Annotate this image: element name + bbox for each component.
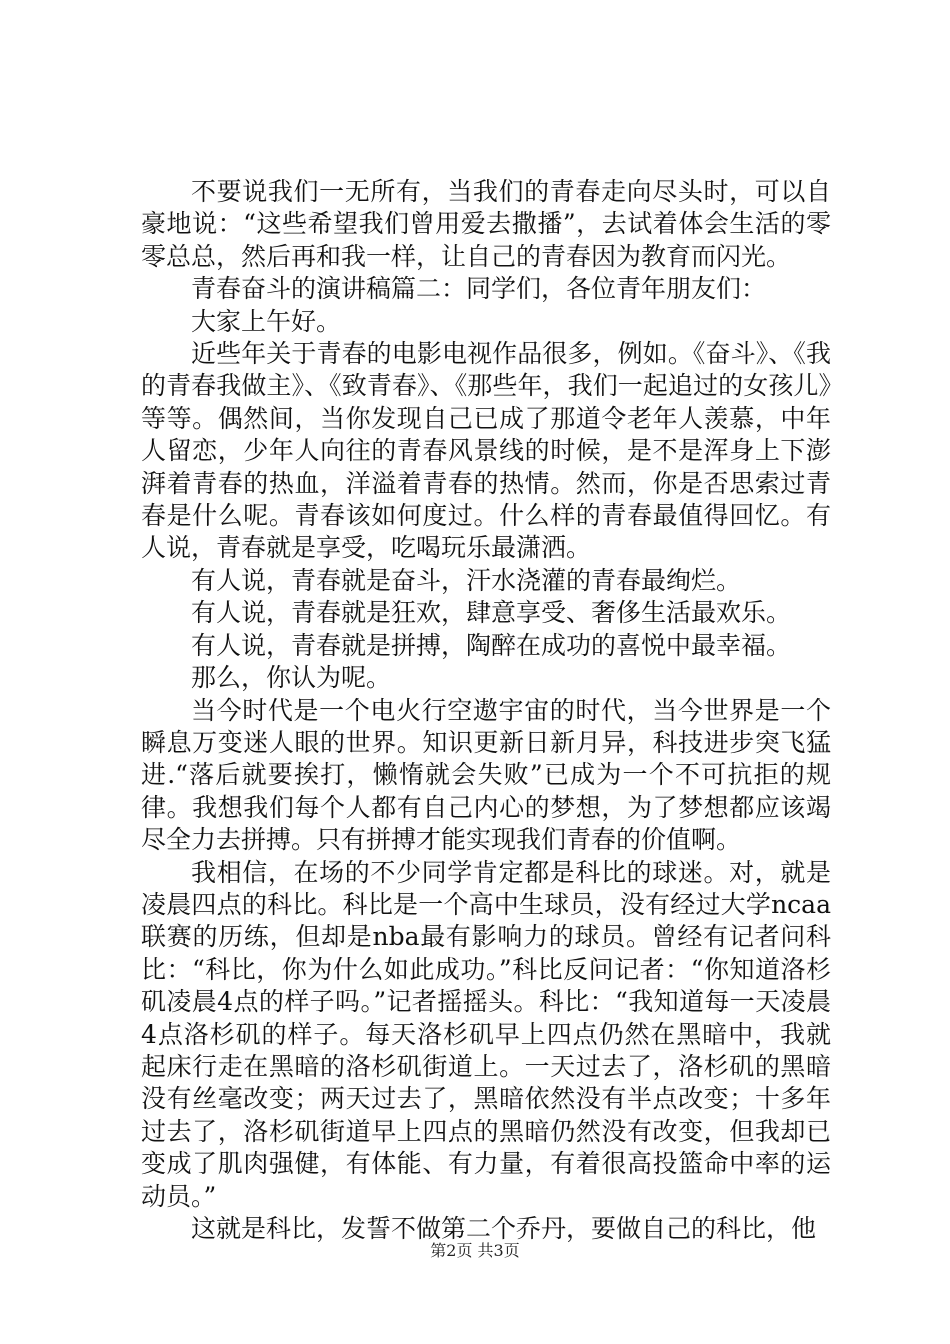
paragraph-6: 有人说，青春就是狂欢，肆意享受、奢侈生活最欢乐。 [191, 598, 792, 628]
paragraph-4: 近些年关于青春的电影电视作品很多，例如。《奋斗》、《我的青春我做主》、《致青春》、《那些年，我们一起追过的女孩儿》等等。偶然间，当你发现自己已成了那道令老年人羡慕，中年人留恋，少年人向往的青春风景线的时候，是不是浑身上下澎湃着青春的热血，洋溢着青春的热情。然而，你是否思索过青春是什么呢。青春该如何度过。什么样的青春最值得回忆。有人说，青春就是享受，吃喝玩乐最潇洒。 [141, 339, 831, 563]
paragraph-10: 我相信，在场的不少同学肯定都是科比的球迷。对，就是凌晨四点的科比。科比是一个高中生球员，没有经过大学ncaa联赛的历练，但却是nba最有影响力的球员。曾经有记者问科比：“科比，你为什么如此成功。”科比反问记者：“你知道洛杉矶凌晨4点的样子吗。”记者摇摇头。科比：“我知道每一天凌晨4点洛杉矶的样子。每天洛杉矶早上四点仍然在黑暗中，我就起床行走在黑暗的洛杉矶街道上。一天过去了，洛杉矶的黑暗没有丝毫改变；两天过去了，黑暗依然没有半点改变；十多年过去了，洛杉矶街道早上四点的黑暗仍然没有改变，但我却已变成了肌肉强健，有体能、有力量，有着很高投篮命中率的运动员。” [141, 857, 831, 1211]
paragraph-11: 这就是科比，发誓不做第二个乔丹，要做自己的科比，他 [191, 1214, 817, 1243]
paragraph-9: 当今时代是一个电火行空遨宇宙的时代，当今世界是一个瞬息万变迷人眼的世界。知识更新日新月异，科技进步突飞猛进.“落后就要挨打，懒惰就会失败”已成为一个不可抗拒的规律。我想我们每个人都有自己内心的梦想，为了梦想都应该竭尽全力去拼搏。只有拼搏才能实现我们青春的价值啊。 [141, 695, 831, 855]
paragraph-7: 有人说，青春就是拼搏，陶醉在成功的喜悦中最幸福。 [191, 630, 792, 660]
paragraph-8: 那么，你认为呢。 [191, 663, 392, 693]
paragraph-3: 大家上午好。 [191, 306, 342, 336]
paragraph-1: 不要说我们一无所有，当我们的青春走向尽头时，可以自豪地说：“这些希望我们曾用爱去撒播”，去试着体会生活的零零总总，然后再和我一样，让自己的青春因为教育而闪光。 [141, 177, 831, 271]
paragraph-5: 有人说，青春就是奋斗，汗水浇灌的青春最绚烂。 [191, 565, 742, 595]
paragraph-2: 青春奋斗的演讲稿篇二：同学们，各位青年朋友们： [191, 274, 767, 304]
page-footer: 第2页 共3页 [430, 1241, 520, 1260]
document-body [141, 176, 831, 1245]
